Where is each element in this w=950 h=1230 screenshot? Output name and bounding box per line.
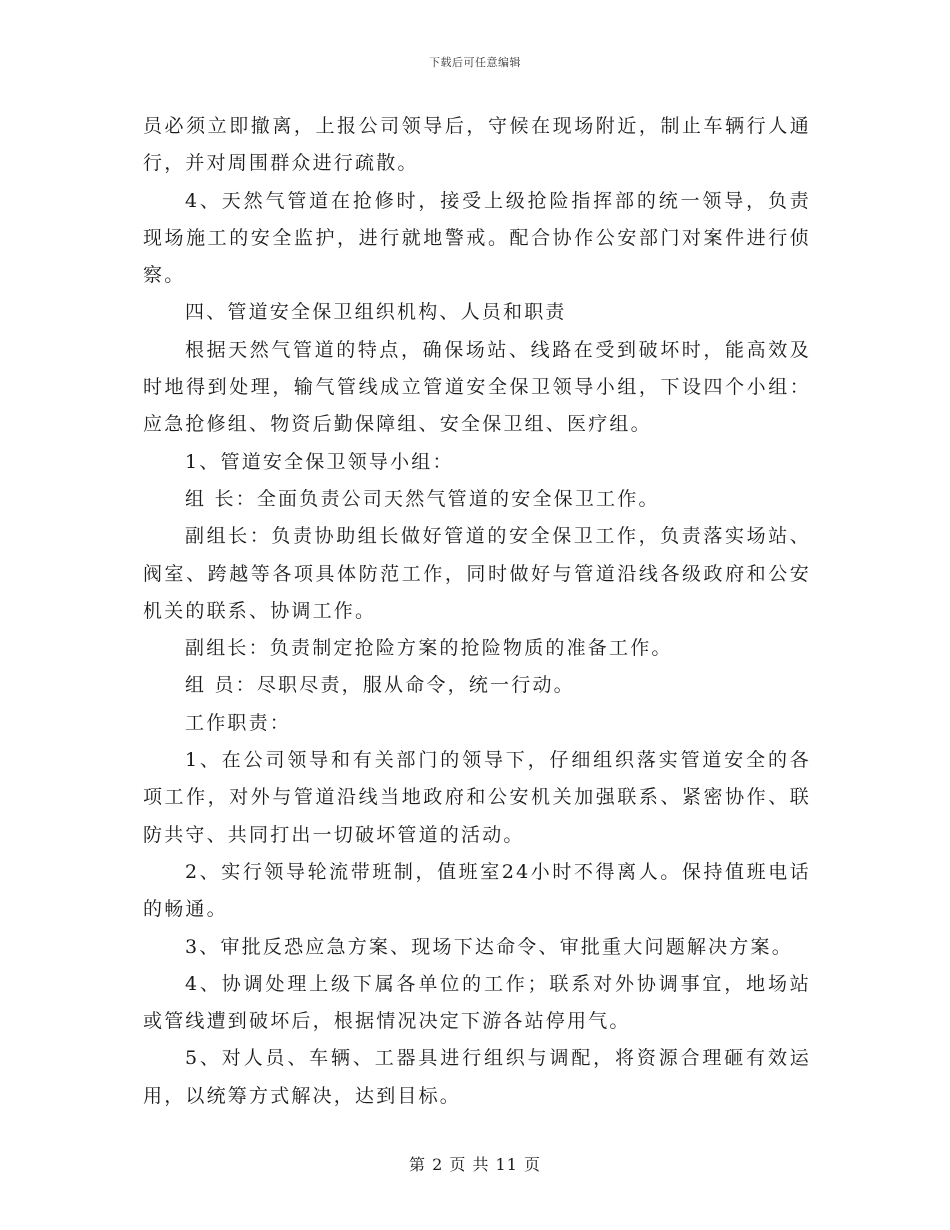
paragraph: 4、天然气管道在抢修时，接受上级抢险指挥部的统一领导，负责现场施工的安全监护，进行就地警戒。配合协作公安部门对案件进行侦察。 bbox=[143, 189, 811, 287]
paragraph: 5、对人员、车辆、工器具进行组织与调配，将资源合理砸有效运用，以统筹方式解决，达到目标。 bbox=[143, 1047, 811, 1107]
document-body bbox=[143, 108, 811, 1115]
paragraph: 组 长：全面负责公司天然气管道的安全保卫工作。 bbox=[185, 487, 660, 510]
paragraph: 1、在公司领导和有关部门的领导下，仔细组织落实管道安全的各项工作，对外与管道沿线当地政府和公安机关加强联系、紧密协作、联防共守、共同打出一切破坏管道的活动。 bbox=[143, 749, 811, 846]
subsection-heading: 工作职责： bbox=[185, 711, 292, 734]
paragraph: 员必须立即撤离，上报公司领导后，守候在现场附近，制止车辆行人通行，并对周围群众进行疏散。 bbox=[143, 115, 811, 175]
page-header: 下载后可任意编辑 bbox=[429, 56, 521, 69]
paragraph: 3、审批反恐应急方案、现场下达命令、审批重大问题解决方案。 bbox=[185, 935, 793, 958]
paragraph: 副组长：负责制定抢险方案的抢险物质的准备工作。 bbox=[185, 637, 673, 660]
page-number: 第 2 页 共 11 页 bbox=[409, 1155, 541, 1174]
section-heading: 四、管道安全保卫组织机构、人员和职责 bbox=[185, 301, 567, 324]
paragraph: 4、协调处理上级下属各单位的工作；联系对外协调事宜，地场站或管线遭到破坏后，根据情况决定下游各站停用气。 bbox=[143, 972, 811, 1033]
paragraph: 副组长：负责协助组长做好管道的安全保卫工作，负责落实场站、阀室、跨越等各项具体防范工作，同时做好与管道沿线各级政府和公安机关的联系、协调工作。 bbox=[143, 525, 811, 622]
paragraph: 组 员：尽职尽责，服从命令，统一行动。 bbox=[185, 674, 575, 697]
paragraph: 2、实行领导轮流带班制，值班室24小时不得离人。保持值班电话的畅通。 bbox=[143, 860, 811, 921]
paragraph: 根据天然气管道的特点，确保场站、线路在受到破坏时，能高效及时地得到处理，输气管线成立管道安全保卫领导小组，下设四个小组：应急抢修组、物资后勤保障组、安全保卫组、医疗组。 bbox=[143, 338, 811, 436]
subsection-heading: 1、管道安全保卫领导小组： bbox=[185, 450, 454, 473]
